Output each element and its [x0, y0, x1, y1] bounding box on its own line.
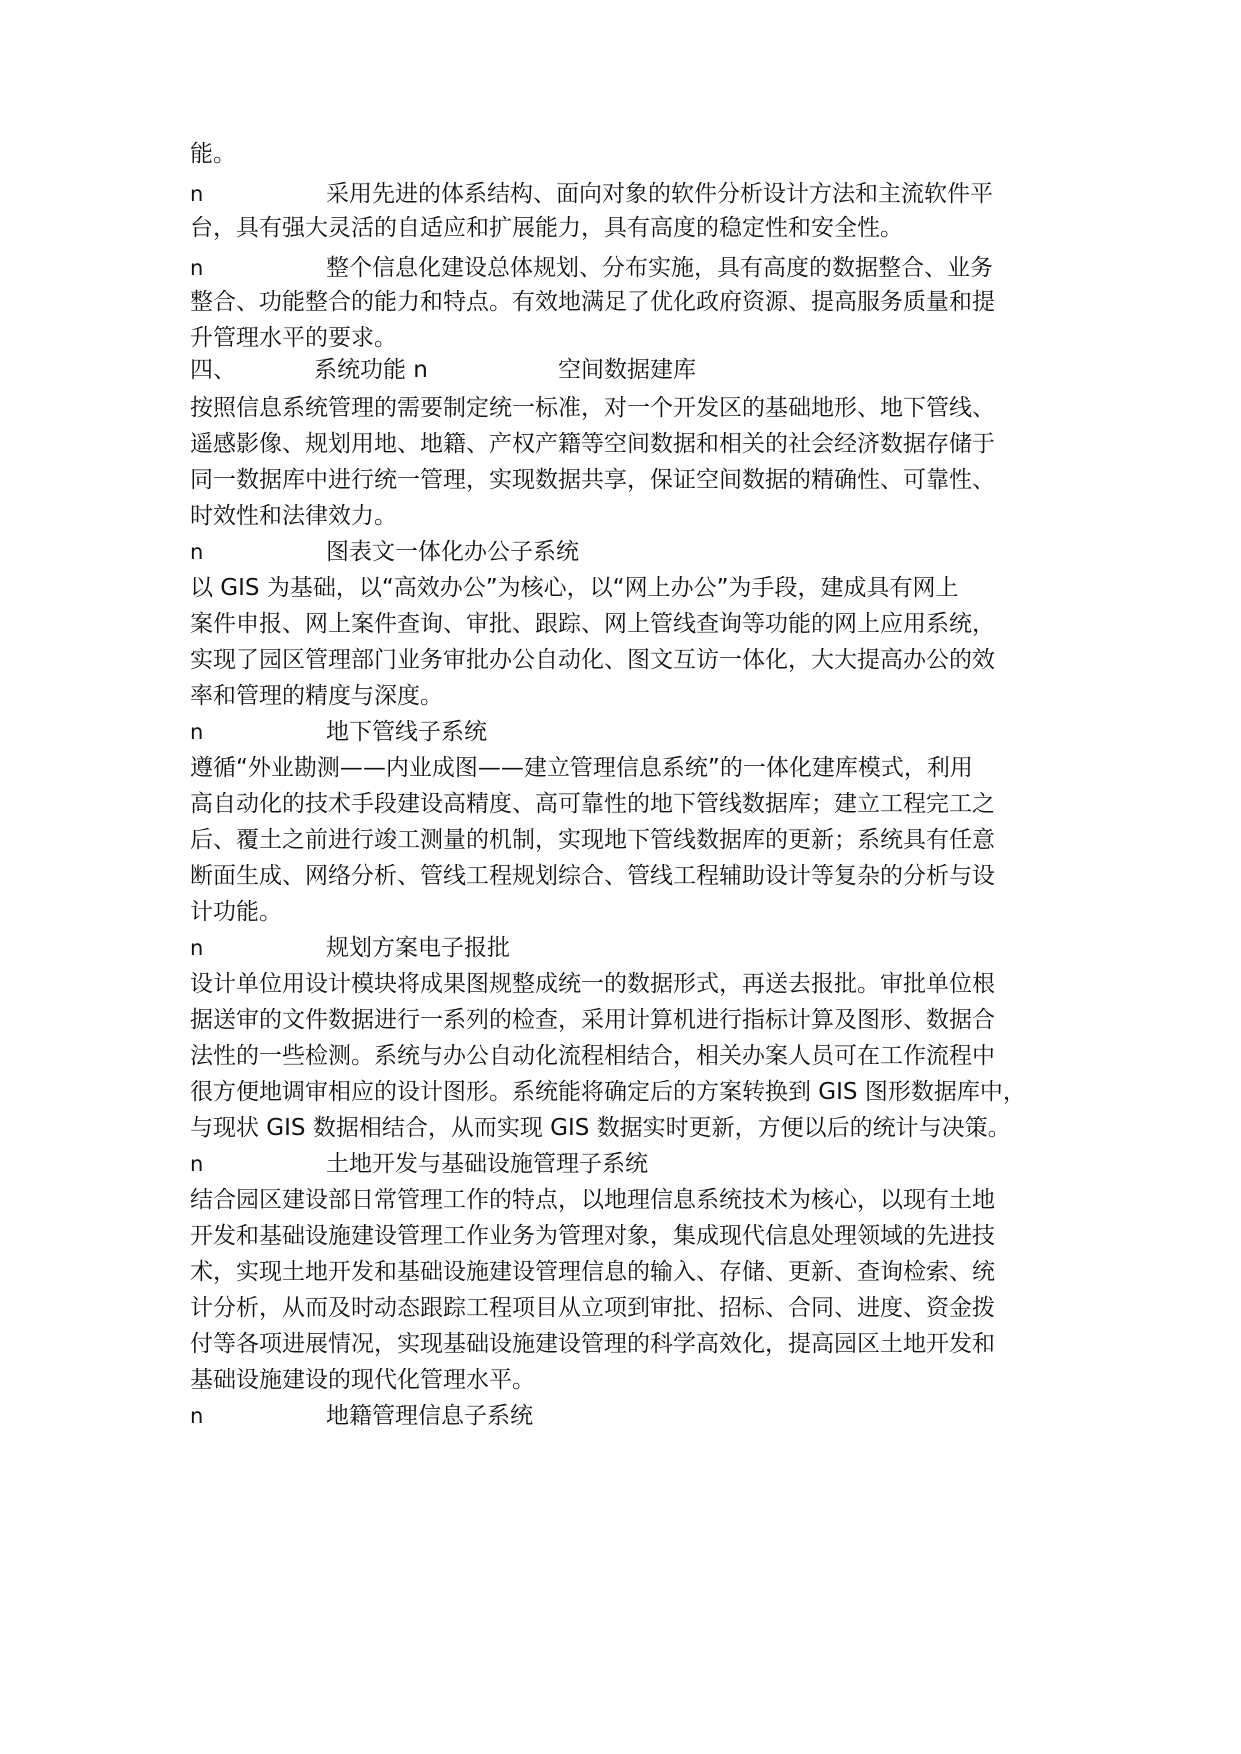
- bullet-marker: n: [190, 256, 204, 280]
- text-line: 同一数据库中进行统一管理，实现数据共享，保证空间数据的精确性、可靠性、: [190, 467, 995, 493]
- bullet-marker: n: [190, 1152, 204, 1176]
- bullet-text: 土地开发与基础设施管理子系统: [326, 1151, 648, 1177]
- text-line: 法性的一些检测。系统与办公自动化流程相结合，相关办案人员可在工作流程中: [190, 1043, 995, 1069]
- text-line: 付等各项进展情况，实现基础设施建设管理的科学高效化，提高园区土地开发和: [190, 1331, 995, 1357]
- text-line: 升管理水平的要求。: [190, 325, 397, 351]
- bullet-marker: n: [190, 182, 204, 206]
- text-line: 很方便地调审相应的设计图形。系统能将确定后的方案转换到 GIS 图形数据库中，: [190, 1079, 1026, 1105]
- section-subtitle: 空间数据建库: [558, 357, 696, 383]
- text-line: 时效性和法律效力。: [190, 503, 397, 529]
- bullet-marker: n: [190, 540, 204, 564]
- text-line: 设计单位用设计模块将成果图规整成统一的数据形式，再送去报批。审批单位根: [190, 971, 995, 997]
- bullet-text: 采用先进的体系结构、面向对象的软件分析设计方法和主流软件平: [326, 181, 993, 207]
- text-line: 遥感影像、规划用地、地籍、产权产籍等空间数据和相关的社会经济数据存储于: [190, 431, 995, 457]
- bullet-text: 整个信息化建设总体规划、分布实施，具有高度的数据整合、业务: [326, 255, 993, 281]
- text-line: 基础设施建设的现代化管理水平。: [190, 1367, 535, 1393]
- text-line: 结合园区建设部日常管理工作的特点，以地理信息系统技术为核心，以现有土地: [190, 1187, 995, 1213]
- text-line: 率和管理的精度与深度。: [190, 683, 443, 709]
- text-line: 开发和基础设施建设管理工作业务为管理对象，集成现代信息处理领域的先进技: [190, 1223, 995, 1249]
- bullet-marker: n: [190, 1404, 204, 1428]
- text-line: 与现状 GIS 数据相结合，从而实现 GIS 数据实时更新，方便以后的统计与决策。: [190, 1115, 1011, 1141]
- text-line: 计分析，从而及时动态跟踪工程项目从立项到审批、招标、合同、进度、资金拨: [190, 1295, 995, 1321]
- bullet-text: 地下管线子系统: [326, 719, 487, 745]
- section-number: 四、: [190, 357, 236, 383]
- text-line: 案件申报、网上案件查询、审批、跟踪、网上管线查询等功能的网上应用系统，: [190, 611, 995, 637]
- text-line: 据送审的文件数据进行一系列的检查，采用计算机进行指标计算及图形、数据合: [190, 1007, 995, 1033]
- text-line: 能。: [190, 141, 236, 167]
- text-line: 整合、功能整合的能力和特点。有效地满足了优化政府资源、提高服务质量和提: [190, 289, 995, 315]
- text-line: 以 GIS 为基础，以“高效办公”为核心，以“网上办公”为手段，建成具有网上: [190, 575, 959, 601]
- text-line: 遵循“外业勘测——内业成图——建立管理信息系统”的一体化建库模式，利用: [190, 755, 973, 781]
- text-line: 按照信息系统管理的需要制定统一标准，对一个开发区的基础地形、地下管线、: [190, 395, 995, 421]
- bullet-marker: n: [190, 936, 204, 960]
- bullet-text: 图表文一体化办公子系统: [326, 539, 579, 565]
- text-line: 实现了园区管理部门业务审批办公自动化、图文互访一体化，大大提高办公的效: [190, 647, 995, 673]
- text-line: 后、覆土之前进行竣工测量的机制，实现地下管线数据库的更新；系统具有任意: [190, 827, 995, 853]
- text-line: 计功能。: [190, 899, 282, 925]
- text-line: 断面生成、网络分析、管线工程规划综合、管线工程辅助设计等复杂的分析与设: [190, 863, 995, 889]
- bullet-text: 地籍管理信息子系统: [326, 1403, 533, 1429]
- text-line: 台，具有强大灵活的自适应和扩展能力，具有高度的稳定性和安全性。: [190, 215, 903, 241]
- text-line: 高自动化的技术手段建设高精度、高可靠性的地下管线数据库；建立工程完工之: [190, 791, 995, 817]
- bullet-marker: n: [190, 720, 204, 744]
- text-line: 术，实现土地开发和基础设施建设管理信息的输入、存储、更新、查询检索、统: [190, 1259, 995, 1285]
- section-title: 系统功能 n: [314, 357, 428, 383]
- bullet-text: 规划方案电子报批: [326, 935, 510, 961]
